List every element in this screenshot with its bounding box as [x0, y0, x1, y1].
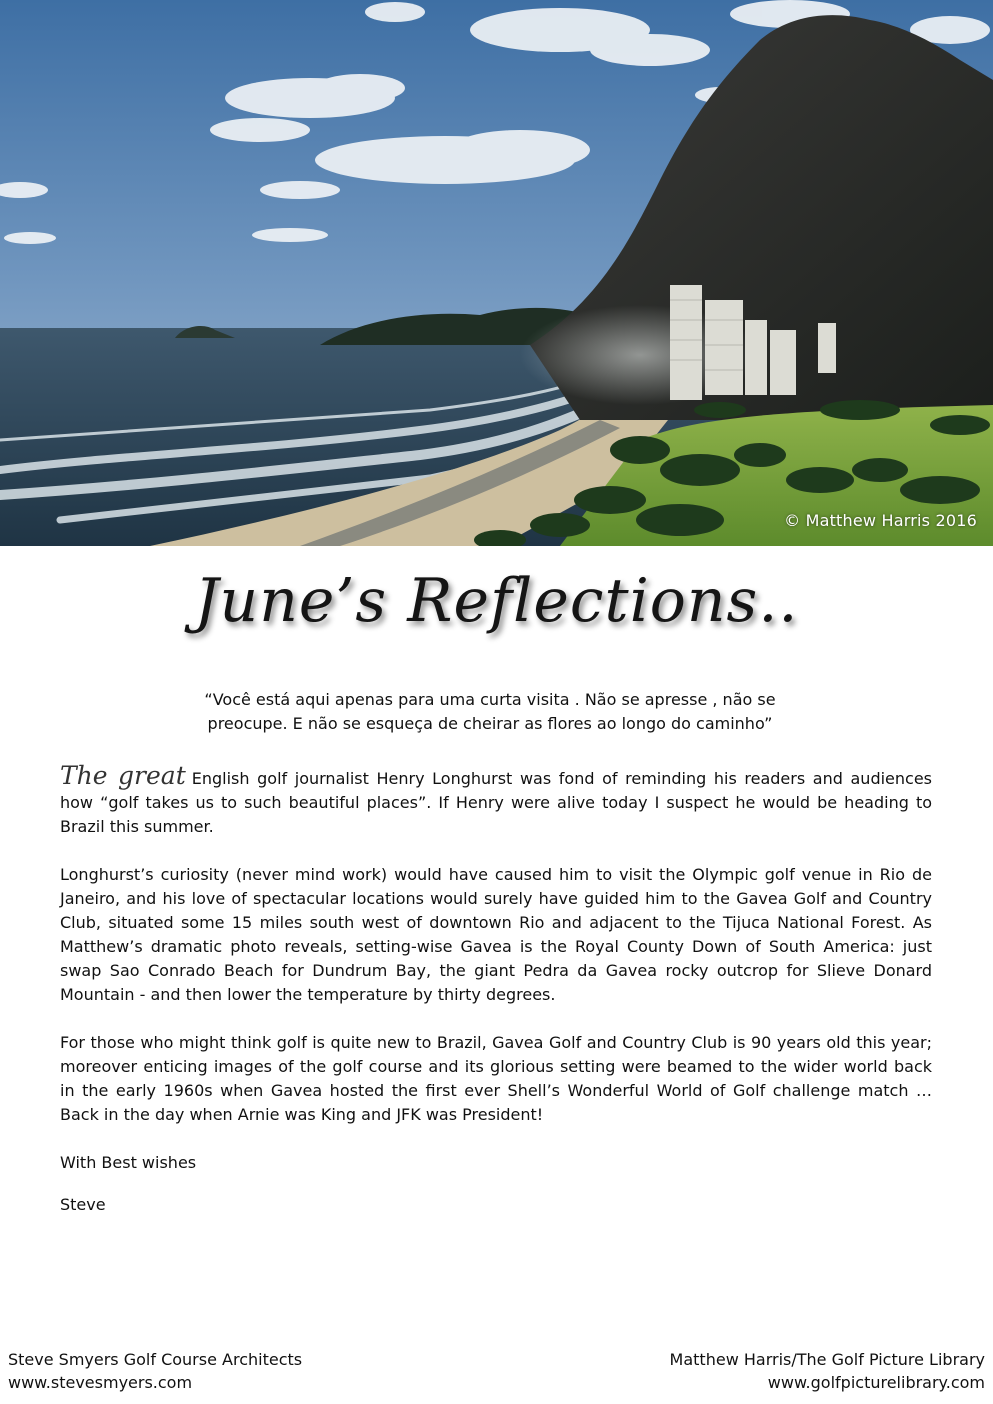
- footer-left-url[interactable]: www.stevesmyers.com: [8, 1373, 193, 1392]
- quote-line-1: “Você está aqui apenas para uma curta visita . Não se apresse , não se: [204, 690, 776, 709]
- photo-credit: © Matthew Harris 2016: [784, 511, 977, 530]
- quote-line-2: preocupe. E não se esqueça de cheirar as flores ao longo do caminho”: [207, 714, 773, 733]
- article-body: [60, 761, 933, 1217]
- signature: Steve: [60, 1195, 106, 1214]
- paragraph-1: [60, 761, 933, 839]
- footer-right-url[interactable]: www.golfpicturelibrary.com: [767, 1373, 985, 1392]
- footer-right-name: Matthew Harris/The Golf Picture Library: [669, 1350, 985, 1369]
- portuguese-quote: [120, 688, 860, 736]
- page-title: June’s Reflections..: [194, 566, 799, 636]
- closing-line: With Best wishes: [60, 1153, 197, 1172]
- footer-left: [8, 1348, 302, 1394]
- lead-in-text: The great: [60, 761, 186, 790]
- footer-right: [670, 1348, 985, 1394]
- paragraph-2: Longhurst’s curiosity (never mind work) would have caused him to visit the Olympic golf venue in Rio de Janeiro, and his love of spectacular locations would surely have guided him to the Gavea Golf and Country Club, situated some 15 miles south west of downtown Rio and adjacent to the Tijuca National Forest. As Matthew’s dramatic photo reveals, setting-wise Gavea is the Royal County Down of South America: just swap Sao Conrado Beach for Dundrum Bay, the giant Pedra da Gavea rocky outcrop for Slieve Donard Mountain - and then lower the temperature by thirty degrees.: [60, 865, 932, 1004]
- paragraph-1-text: English golf journalist Henry Longhurst was fond of reminding his readers and audiences how “golf takes us to such beautiful places”. If Henry were alive today I suspect he would be heading to Brazil this summer.: [60, 769, 933, 836]
- rio-coastline-image: [0, 0, 993, 546]
- footer-left-name: Steve Smyers Golf Course Architects: [8, 1350, 303, 1369]
- paragraph-3: For those who might think golf is quite new to Brazil, Gavea Golf and Country Club is 90 years old this year; moreover enticing images of the golf course and its glorious setting were beamed to the wider world back in the early 1960s when Gavea hosted the first ever Shell’s Wonderful World of Golf challenge match … Back in the day when Arnie was King and JFK was President!: [60, 1033, 932, 1124]
- hero-photo: [0, 0, 993, 546]
